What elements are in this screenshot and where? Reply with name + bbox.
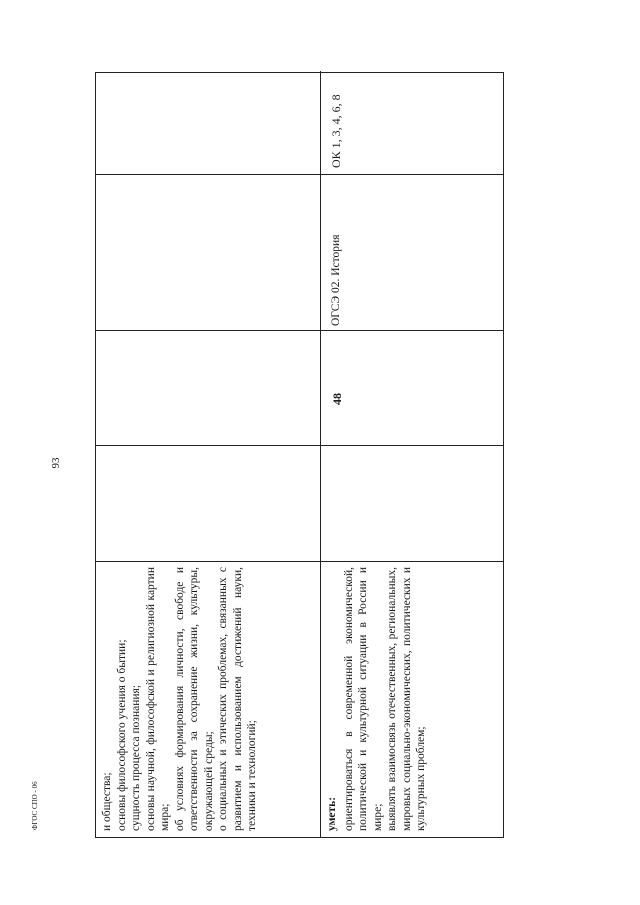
content-line: об условиях формирования личности, свободе и ответственности за сохранение жизни, культуры, окружающей среды; [173, 567, 215, 831]
content-line: выявлять взаимосвязь отечественных, региональных, мировых социально-экономических, политических и культурных проблем; [386, 567, 427, 831]
cell-empty [96, 330, 321, 445]
cell-content-knowledge [96, 561, 321, 837]
curriculum-table-grid [95, 72, 504, 838]
content-line: и общества; [101, 772, 113, 831]
content-line: о социальных и этических проблемах, связанных с развитием и использованием достижений науки, техники и технологий; [217, 567, 258, 831]
cell-empty [321, 445, 503, 561]
content-line: основы научной, философской и религиозной картин мира; [144, 567, 171, 831]
content-line: сущность процесса познания; [130, 684, 142, 831]
cell-empty [96, 174, 321, 330]
competency-codes: ОК 1, 3, 4, 6, 8 [329, 94, 343, 168]
cell-empty [96, 71, 321, 174]
content-line: ориентироваться в современной экономической, политической и культурной ситуации в России и мире; [342, 567, 384, 831]
content-line: основы философского учения о бытии; [115, 639, 128, 831]
page-number: 93 [50, 457, 62, 469]
cell-empty [96, 445, 321, 561]
hours-value: 48 [321, 330, 503, 445]
skills-heading: уметь: [326, 796, 338, 831]
curriculum-table [95, 72, 504, 838]
discipline-index: ОГСЭ 02. История [321, 174, 503, 330]
cell-content-skills [321, 561, 503, 837]
document-footer: ФГОС СПО - 06 [31, 781, 39, 830]
